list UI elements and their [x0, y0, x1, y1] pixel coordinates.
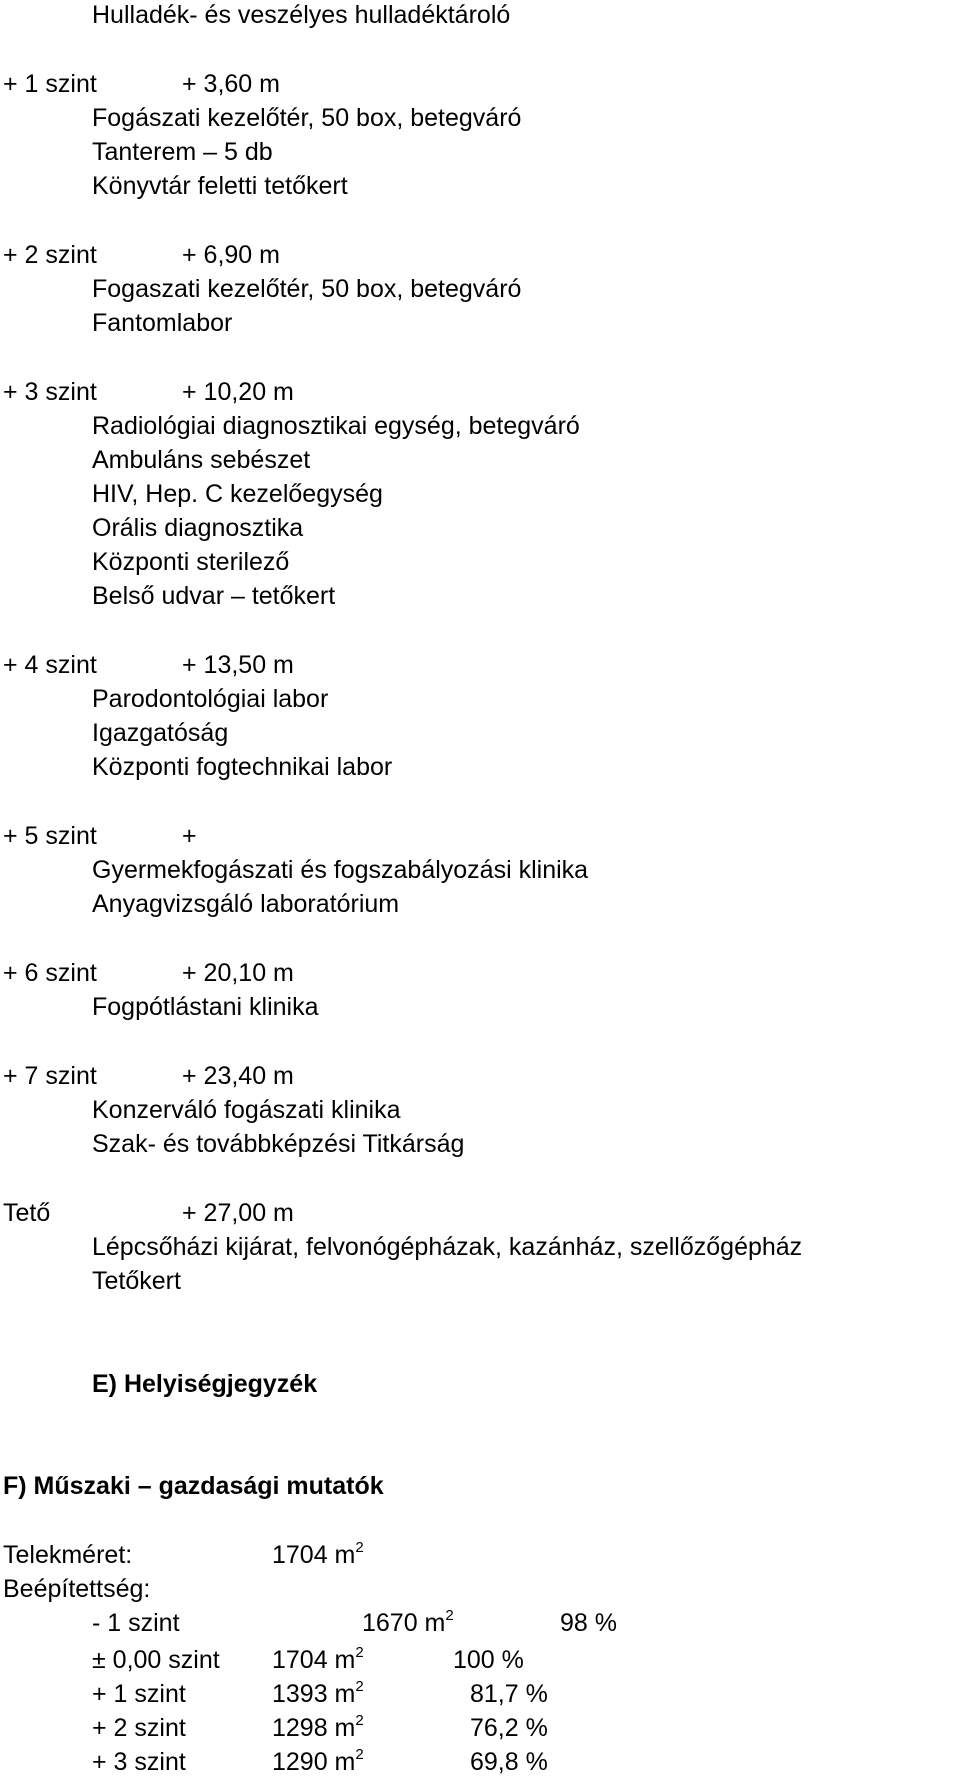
coverage-percent: 76,2 %	[470, 1714, 548, 1742]
coverage-level: + 3 szint	[92, 1748, 186, 1776]
coverage-percent: 100 %	[453, 1646, 524, 1674]
telekmeret-label: Telekméret:	[3, 1541, 133, 1569]
section-heading-f: F) Műszaki – gazdasági mutatók	[3, 1472, 384, 1500]
level-label: + 3 szint	[3, 378, 97, 406]
room-line: Fogaszati kezelőtér, 50 box, betegváró	[92, 275, 522, 303]
room-line: HIV, Hep. C kezelőegység	[92, 480, 383, 508]
coverage-percent: 69,8 %	[470, 1748, 548, 1776]
room-line: Könyvtár feletti tetőkert	[92, 172, 348, 200]
level-label: + 2 szint	[3, 241, 97, 269]
coverage-area: 1290 $m^2$	[272, 1746, 364, 1776]
room-line: Orális diagnosztika	[92, 514, 304, 542]
coverage-level: - 1 szint	[92, 1609, 180, 1637]
level-elevation: +	[182, 822, 197, 850]
level-elevation: + 10,20 m	[182, 378, 294, 406]
room-line: Tetőkert	[92, 1267, 181, 1295]
level-elevation: + 3,60 m	[182, 70, 280, 98]
room-line: Szak- és továbbképzési Titkárság	[92, 1130, 465, 1158]
room-line: Gyermekfogászati és fogszabályozási klinika	[92, 856, 589, 884]
level-elevation: + 27,00 m	[182, 1199, 294, 1227]
coverage-level: + 1 szint	[92, 1680, 186, 1708]
coverage-area: 1670 $m^2$	[362, 1607, 454, 1637]
coverage-level: ± 0,00 szint	[92, 1646, 220, 1674]
room-line: Ambuláns sebészet	[92, 446, 311, 474]
level-label: + 5 szint	[3, 822, 97, 850]
room-line: Konzerváló fogászati klinika	[92, 1096, 401, 1124]
room-line: Belső udvar – tetőkert	[92, 582, 336, 610]
coverage-level: + 2 szint	[92, 1714, 186, 1742]
coverage-area: 1298 $m^2$	[272, 1712, 364, 1742]
room-line: Központi sterilező	[92, 548, 290, 576]
room-line: Parodontológiai labor	[92, 685, 329, 713]
coverage-percent: 81,7 %	[470, 1680, 548, 1708]
level-label: + 1 szint	[3, 70, 97, 98]
level-elevation: + 13,50 m	[182, 651, 294, 679]
coverage-area: 1704 $m^2$	[272, 1644, 364, 1674]
coverage-area: 1393 $m^2$	[272, 1678, 364, 1708]
telekmeret-value: 1704 $m^2$	[272, 1539, 364, 1569]
beepitettseg-label: Beépítettség:	[3, 1575, 151, 1603]
level-label: + 6 szint	[3, 959, 97, 987]
level-elevation: + 23,40 m	[182, 1062, 294, 1090]
room-line: Radiológiai diagnosztikai egység, betegváró	[92, 412, 580, 440]
room-line: Igazgatóság	[92, 719, 229, 747]
room-line: Fantomlabor	[92, 309, 233, 337]
room-line: Fogpótlástani klinika	[92, 993, 319, 1021]
level-elevation: + 6,90 m	[182, 241, 280, 269]
section-heading-e: E) Helyiségjegyzék	[92, 1370, 318, 1398]
level-label: + 7 szint	[3, 1062, 97, 1090]
room-line: Központi fogtechnikai labor	[92, 753, 393, 781]
room-line: Anyagvizsgáló laboratórium	[92, 890, 400, 918]
room-line: Fogászati kezelőtér, 50 box, betegváró	[92, 104, 522, 132]
room-line: Tanterem – 5 db	[92, 138, 273, 166]
coverage-percent: 98 %	[560, 1609, 617, 1637]
top-line: Hulladék- és veszélyes hulladéktároló	[92, 1, 511, 29]
level-label: + 4 szint	[3, 651, 97, 679]
level-elevation: + 20,10 m	[182, 959, 294, 987]
level-label: Tető	[3, 1199, 51, 1227]
room-line: Lépcsőházi kijárat, felvonógépházak, kazánház, szellőzőgépház	[92, 1233, 803, 1261]
